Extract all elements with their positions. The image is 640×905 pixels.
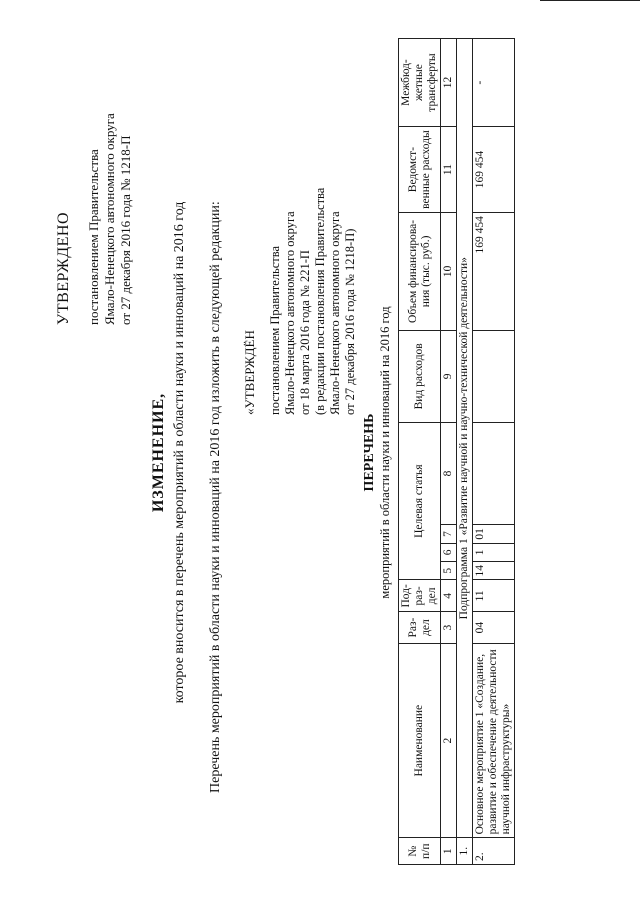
column-number: 8: [441, 422, 457, 524]
row-subsection: 11: [473, 580, 515, 612]
subprogram-row: [457, 39, 473, 865]
row-num: 2.: [473, 838, 515, 865]
approval-heading: УТВЕРЖДЕНО: [55, 211, 72, 325]
row-target-5: 14: [473, 562, 515, 580]
col-header-num: № п/п: [399, 838, 441, 865]
column-number: 11: [441, 127, 457, 213]
column-number: 12: [441, 39, 457, 127]
subprogram-title: Подпрограмма 1 «Развитие научной и научно-технической деятельности»: [457, 39, 473, 838]
change-subtitle: которое вносится в перечень мероприятий в области науки и инноваций на 2016 год: [172, 201, 187, 704]
change-title: ИЗМЕНЕНИЕ,: [150, 392, 167, 513]
column-number: 7: [441, 525, 457, 543]
approval-line: от 27 декабря 2016 года № 1218-П: [118, 135, 133, 325]
activities-table: [398, 38, 515, 865]
col-header-section: Раз-дел: [399, 612, 441, 644]
col-header-expense-type: Вид расходов: [399, 330, 441, 422]
row-departmental: 169 454: [473, 127, 515, 213]
row-target-7: 01: [473, 525, 515, 543]
column-number: 9: [441, 330, 457, 422]
col-header-transfers: Межбюд-жетные трансферты: [399, 39, 441, 127]
column-number: 10: [441, 213, 457, 331]
prior-approval-line: (в редакции постановления Правительства: [313, 187, 327, 415]
prior-approval-heading: «УТВЕРЖДЁН: [242, 330, 257, 415]
prior-approval-line: Ямало-Ненецкого автономного округа: [328, 211, 342, 415]
approval-line: Ямало-Ненецкого автономного округа: [102, 113, 117, 325]
approval-line: постановлением Правительства: [86, 149, 101, 325]
column-number-row: [441, 39, 457, 865]
col-header-name: Наименование: [399, 643, 441, 837]
row-name: Основное мероприятие 1 «Создание, развитие и обеспечение деятельности научной инфраструктуры»: [473, 643, 515, 837]
row-expense-type: [473, 330, 515, 422]
subprogram-num: 1.: [457, 838, 473, 865]
column-number: 2: [441, 643, 457, 837]
table-row: [473, 39, 515, 865]
column-number: 3: [441, 612, 457, 644]
table-header-row: [399, 39, 441, 865]
column-number: 6: [441, 543, 457, 561]
list-subtitle: мероприятий в области науки и инноваций на 2016 год: [378, 306, 392, 599]
prior-approval-line: Ямало-Ненецкого автономного округа: [283, 211, 297, 415]
prior-approval-line: от 27 декабря 2016 года № 1218-П): [343, 228, 357, 415]
row-target-6: 1: [473, 543, 515, 561]
approval-stamp: [56, 25, 134, 325]
intro-text: Перечень мероприятий в области науки и инноваций на 2016 год изложить в следующей редакции:: [208, 201, 223, 793]
col-header-target: Целевая статья: [399, 422, 441, 580]
row-volume: 169 454: [473, 213, 515, 331]
row-transfers: -: [473, 39, 515, 127]
col-header-departmental: Ведомст-венные расходы: [399, 127, 441, 213]
prior-approval-stamp: [242, 85, 358, 415]
prior-approval-line: постановлением Правительства: [268, 245, 282, 415]
prior-approval-line: от 18 марта 2016 года № 221-П: [298, 250, 312, 415]
column-number: 1: [441, 838, 457, 865]
column-number: 4: [441, 580, 457, 612]
col-header-volume: Объем финансирова-ния (тыс. руб.): [399, 213, 441, 331]
list-title: ПЕРЕЧЕНЬ: [362, 413, 377, 492]
row-target-8: [473, 422, 515, 524]
row-section: 04: [473, 612, 515, 644]
col-header-subsection: Под-раз-дел: [399, 580, 441, 612]
column-number: 5: [441, 562, 457, 580]
